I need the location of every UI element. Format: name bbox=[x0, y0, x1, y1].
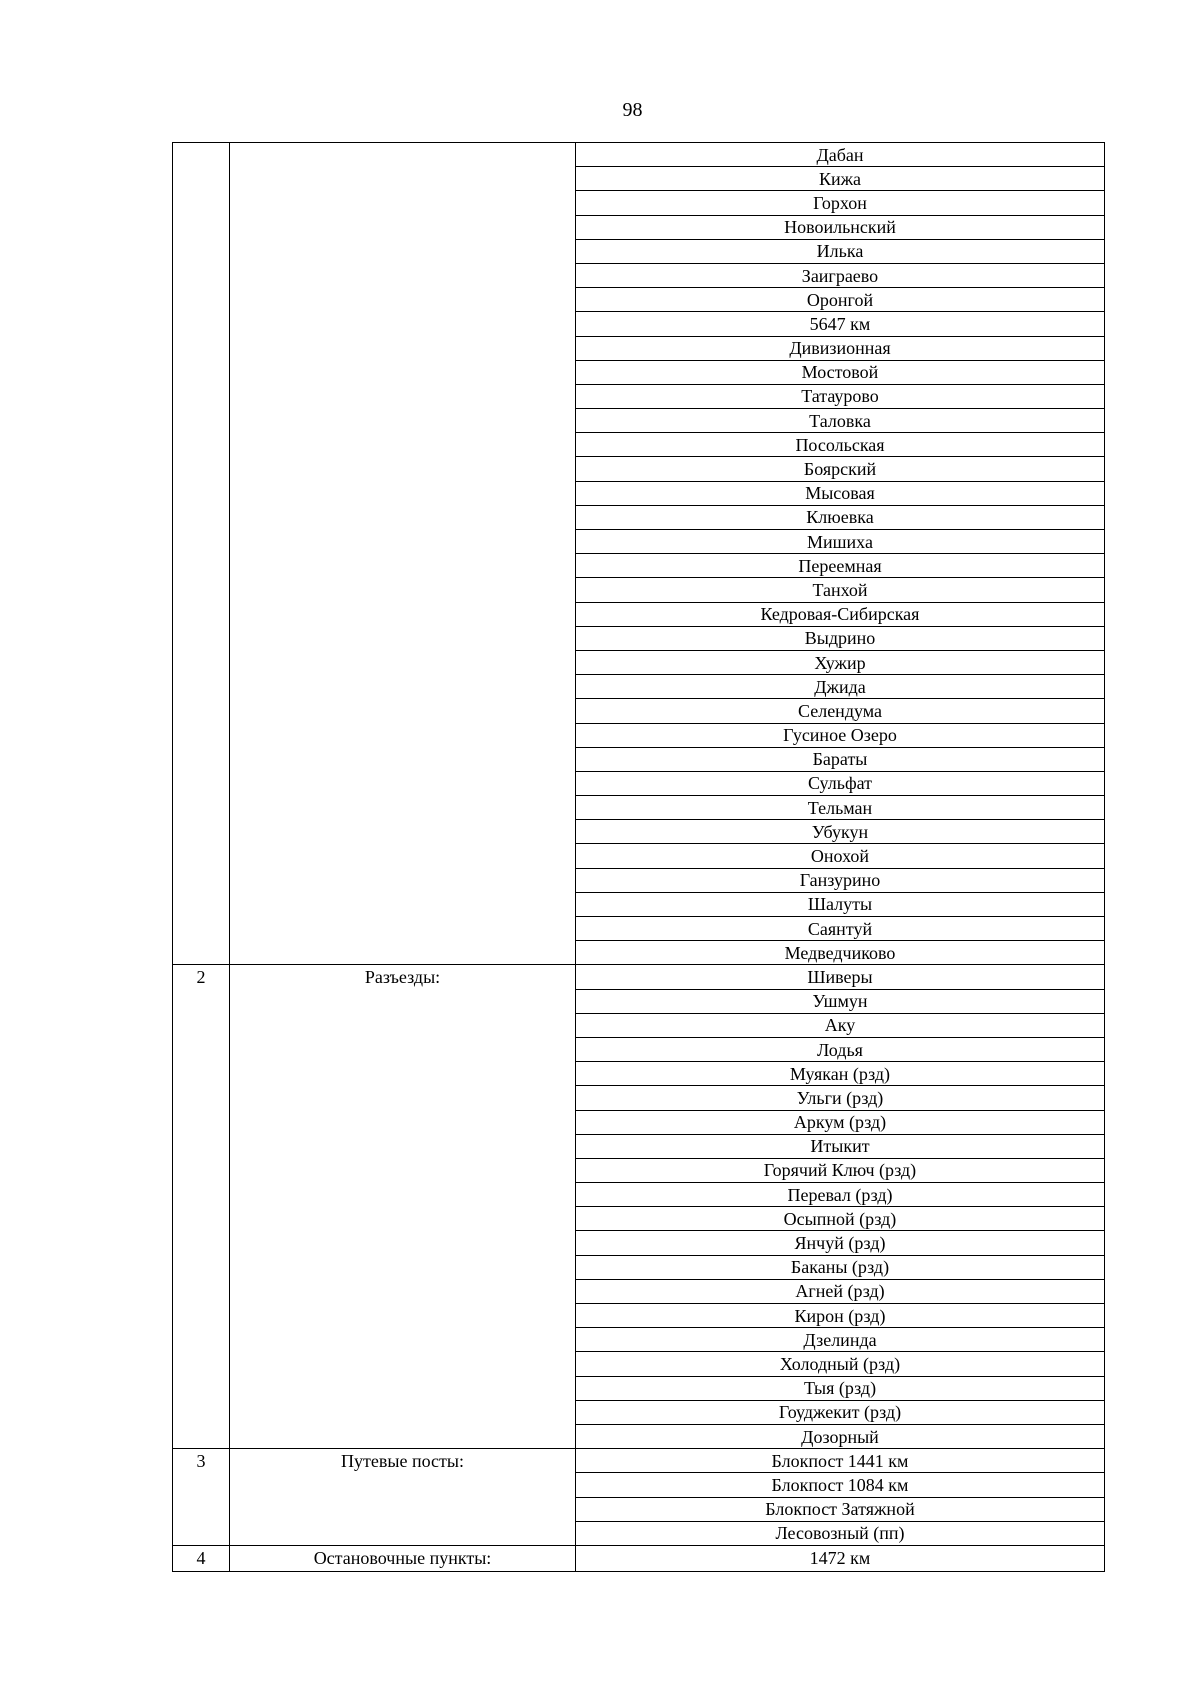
station-name: Танхой bbox=[576, 578, 1105, 602]
station-name: Оронгой bbox=[576, 288, 1105, 312]
station-name: Дзелинда bbox=[576, 1328, 1105, 1352]
group-category bbox=[230, 143, 576, 965]
table-row bbox=[173, 143, 1105, 167]
group-category: Остановочные пункты: bbox=[230, 1545, 576, 1571]
station-name: Татаурово bbox=[576, 384, 1105, 408]
station-name: Выдрино bbox=[576, 626, 1105, 650]
station-name: Дозорный bbox=[576, 1424, 1105, 1448]
station-name: Боярский bbox=[576, 457, 1105, 481]
station-name: Агней (рзд) bbox=[576, 1279, 1105, 1303]
station-name: Горячий Ключ (рзд) bbox=[576, 1158, 1105, 1182]
station-name: Кедровая-Сибирская bbox=[576, 602, 1105, 626]
station-name: 5647 км bbox=[576, 312, 1105, 336]
station-name: Онохой bbox=[576, 844, 1105, 868]
station-name: Дивизионная bbox=[576, 336, 1105, 360]
station-name: Новоильнский bbox=[576, 215, 1105, 239]
station-name: Клюевка bbox=[576, 505, 1105, 529]
station-name: Убукун bbox=[576, 820, 1105, 844]
station-name: Илька bbox=[576, 239, 1105, 263]
group-number bbox=[173, 143, 230, 965]
station-name: Осыпной (рзд) bbox=[576, 1207, 1105, 1231]
station-name: Дабан bbox=[576, 143, 1105, 167]
station-name: Мысовая bbox=[576, 481, 1105, 505]
station-name: Муякан (рзд) bbox=[576, 1062, 1105, 1086]
station-name: Ушмун bbox=[576, 989, 1105, 1013]
station-name: 1472 км bbox=[576, 1545, 1105, 1571]
group-number: 3 bbox=[173, 1449, 230, 1546]
station-name: Мостовой bbox=[576, 360, 1105, 384]
station-name: Шиверы bbox=[576, 965, 1105, 989]
station-name: Джида bbox=[576, 675, 1105, 699]
table-body bbox=[173, 143, 1105, 1572]
station-name: Блокпост Затяжной bbox=[576, 1497, 1105, 1521]
station-name: Кижа bbox=[576, 167, 1105, 191]
station-name: Гусиное Озеро bbox=[576, 723, 1105, 747]
station-name: Лесовозный (пп) bbox=[576, 1521, 1105, 1545]
table-row bbox=[173, 1545, 1105, 1571]
station-name: Тыя (рзд) bbox=[576, 1376, 1105, 1400]
station-name: Аку bbox=[576, 1013, 1105, 1037]
station-name: Посольская bbox=[576, 433, 1105, 457]
station-name: Перевал (рзд) bbox=[576, 1183, 1105, 1207]
station-name: Ганзурино bbox=[576, 868, 1105, 892]
station-name: Таловка bbox=[576, 409, 1105, 433]
station-name: Тельман bbox=[576, 796, 1105, 820]
station-name: Переемная bbox=[576, 554, 1105, 578]
station-name: Лодья bbox=[576, 1037, 1105, 1061]
station-name: Шалуты bbox=[576, 892, 1105, 916]
group-category: Разъезды: bbox=[230, 965, 576, 1449]
table-row bbox=[173, 1449, 1105, 1473]
station-name: Итыкит bbox=[576, 1134, 1105, 1158]
station-name: Саянтуй bbox=[576, 917, 1105, 941]
station-name: Заиграево bbox=[576, 263, 1105, 287]
station-name: Хужир bbox=[576, 650, 1105, 674]
station-name: Холодный (рзд) bbox=[576, 1352, 1105, 1376]
page-number: 98 bbox=[622, 99, 643, 121]
station-name: Мишиха bbox=[576, 530, 1105, 554]
table-row bbox=[173, 965, 1105, 989]
station-name: Баканы (рзд) bbox=[576, 1255, 1105, 1279]
station-name: Сульфат bbox=[576, 771, 1105, 795]
station-name: Селендума bbox=[576, 699, 1105, 723]
station-name: Янчуй (рзд) bbox=[576, 1231, 1105, 1255]
station-name: Аркум (рзд) bbox=[576, 1110, 1105, 1134]
group-category: Путевые посты: bbox=[230, 1449, 576, 1546]
station-name: Медведчиково bbox=[576, 941, 1105, 965]
station-name: Бараты bbox=[576, 747, 1105, 771]
group-number: 4 bbox=[173, 1545, 230, 1571]
station-name: Кирон (рзд) bbox=[576, 1304, 1105, 1328]
station-name: Блокпост 1084 км bbox=[576, 1473, 1105, 1497]
station-name: Блокпост 1441 км bbox=[576, 1449, 1105, 1473]
station-name: Горхон bbox=[576, 191, 1105, 215]
station-name: Ульги (рзд) bbox=[576, 1086, 1105, 1110]
stations-table bbox=[172, 142, 1105, 1572]
station-name: Гоуджекит (рзд) bbox=[576, 1400, 1105, 1424]
group-number: 2 bbox=[173, 965, 230, 1449]
